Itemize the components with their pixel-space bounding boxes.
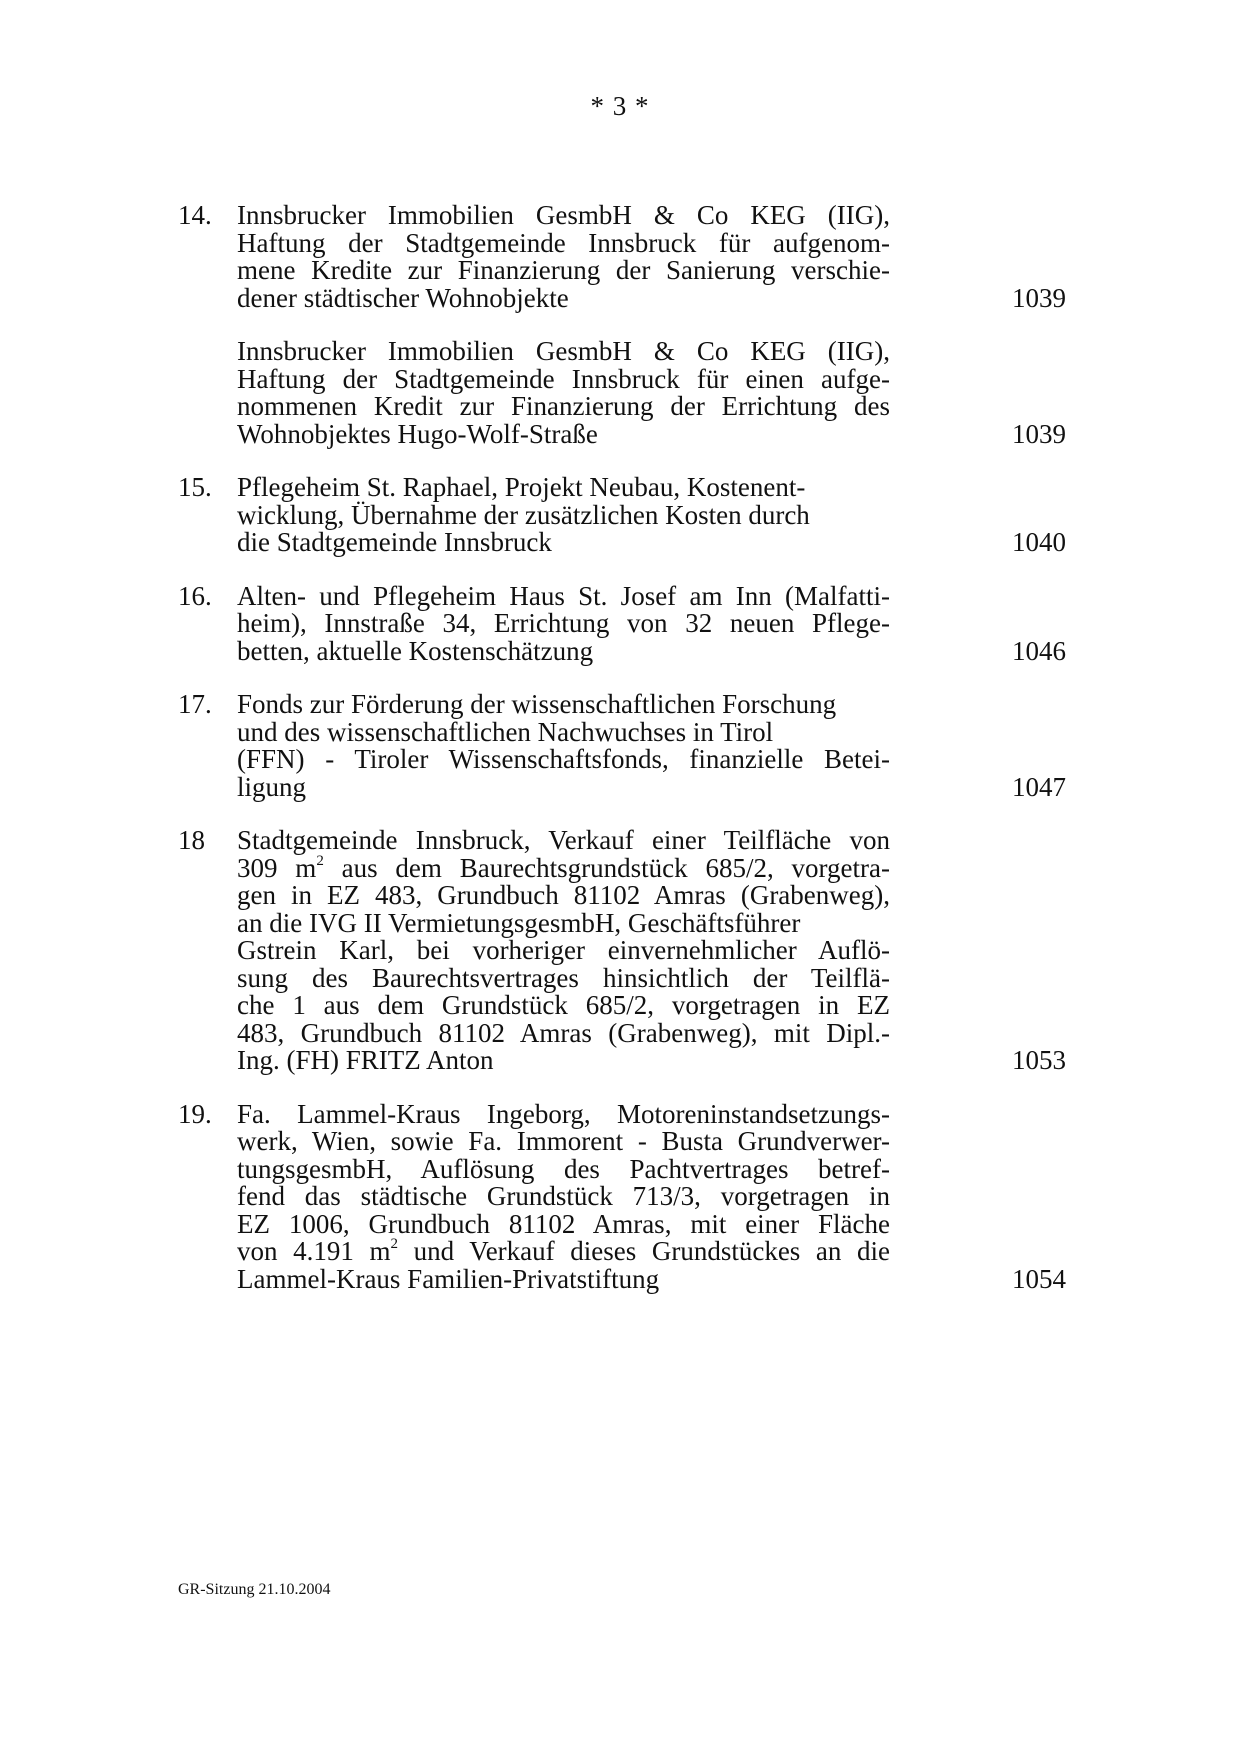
item-line: wicklung, Übernahme der zusätzlichen Kosten durch — [237, 499, 810, 530]
page-reference: 1054 — [1012, 1263, 1066, 1294]
agenda-item-14-continued — [0, 338, 1240, 448]
item-line: an die IVG II VermietungsgesmbH, Geschäftsführer — [237, 907, 801, 938]
agenda-item-15 — [0, 474, 1240, 557]
page-reference: 1053 — [1012, 1045, 1066, 1075]
item-text — [237, 202, 890, 312]
item-line: Haftung der Stadtgemeinde Innsbruck für aufgenom- — [237, 227, 890, 258]
item-line: die Stadtgemeinde Innsbruck — [237, 527, 552, 557]
item-line: gen in EZ 483, Grundbuch 81102 Amras (Grabenweg), — [237, 880, 890, 910]
line-rest: und Verkauf dieses Grundstückes an die — [397, 1236, 890, 1266]
page-reference: 1046 — [1012, 635, 1066, 666]
item-line — [237, 1238, 890, 1266]
page-marker: * 3 * — [590, 91, 650, 121]
item-number: 19. — [178, 1098, 212, 1129]
item-line: fend das städtische Grundstück 713/3, vorgetragen in — [237, 1181, 890, 1211]
item-line: und des wissenschaftlichen Nachwuchses in Tirol — [237, 716, 774, 747]
agenda-item-17 — [0, 691, 1240, 801]
item-line: Innsbrucker Immobilien GesmbH & Co KEG (IIG), — [237, 336, 890, 366]
agenda-item-14 — [0, 202, 1240, 312]
item-line: betten, aktuelle Kostenschätzung — [237, 635, 594, 666]
agenda-item-19 — [0, 1098, 1240, 1294]
item-text — [237, 827, 890, 1075]
item-text — [237, 474, 890, 557]
page-reference: 1040 — [1012, 527, 1066, 557]
item-line: werk, Wien, sowie Fa. Immorent - Busta Grundverwer- — [237, 1126, 890, 1156]
area-value: von 4.191 m — [237, 1236, 391, 1266]
item-number: 15. — [178, 472, 212, 502]
page-reference: 1039 — [1012, 418, 1066, 449]
agenda-item-16 — [0, 580, 1240, 666]
item-line: 483, Grundbuch 81102 Amras (Grabenweg), mit Dipl.- — [237, 1017, 890, 1048]
item-text — [237, 580, 890, 666]
item-text — [237, 1098, 890, 1294]
line-rest: aus dem Baurechtsgrundstück 685/2, vorgetra- — [323, 852, 890, 883]
item-line: che 1 aus dem Grundstück 685/2, vorgetragen in EZ — [237, 990, 890, 1020]
item-line: Alten- und Pflegeheim Haus St. Josef am Inn (Malfatti- — [237, 580, 890, 611]
agenda-list — [0, 202, 1240, 1319]
item-line: mene Kredite zur Finanzierung der Sanierung verschie- — [237, 255, 890, 285]
page-reference: 1047 — [1012, 771, 1066, 802]
item-line: Pflegeheim St. Raphael, Projekt Neubau, Kostenent- — [237, 472, 806, 502]
item-line: (FFN) - Tiroler Wissenschaftsfonds, finanzielle Betei- — [237, 744, 890, 774]
item-line: Ing. (FH) FRITZ Anton — [237, 1045, 494, 1075]
item-number: 16. — [178, 580, 212, 611]
superscript: 2 — [316, 852, 324, 869]
item-line: Fa. Lammel-Kraus Ingeborg, Motoreninstandsetzungs- — [237, 1098, 890, 1129]
item-line: heim), Innstraße 34, Errichtung von 32 neuen Pflege- — [237, 608, 890, 638]
item-number: 14. — [178, 200, 212, 230]
item-number: 18 — [178, 825, 205, 855]
page-reference: 1039 — [1012, 282, 1066, 313]
item-line: ligung — [237, 771, 307, 802]
item-line: Innsbrucker Immobilien GesmbH & Co KEG (IIG), — [237, 200, 890, 230]
item-line — [237, 852, 890, 883]
item-line: Gstrein Karl, bei vorheriger einvernehmlicher Auflö- — [237, 935, 890, 965]
item-line: nommenen Kredit zur Finanzierung der Errichtung des — [237, 391, 890, 421]
item-text — [237, 338, 890, 448]
item-line: sung des Baurechtsvertrages hinsichtlich der Teilflä- — [237, 962, 890, 993]
footer-session-date: GR-Sitzung 21.10.2004 — [178, 1581, 331, 1598]
item-line: Fonds zur Förderung der wissenschaftlichen Forschung — [237, 689, 837, 719]
item-line: Stadtgemeinde Innsbruck, Verkauf einer Teilfläche von — [237, 825, 890, 855]
agenda-item-18 — [0, 827, 1240, 1075]
item-line: Wohnobjektes Hugo-Wolf-Straße — [237, 418, 598, 449]
area-value: 309 m — [237, 852, 317, 883]
item-line: dener städtischer Wohnobjekte — [237, 282, 569, 313]
item-line: tungsgesmbH, Auflösung des Pachtvertrages betref- — [237, 1153, 890, 1184]
item-text — [237, 691, 890, 801]
superscript: 2 — [390, 1236, 398, 1252]
item-line: Lammel-Kraus Familien-Privatstiftung — [237, 1263, 660, 1294]
item-line: EZ 1006, Grundbuch 81102 Amras, mit einer Fläche — [237, 1208, 890, 1239]
item-line: Haftung der Stadtgemeinde Innsbruck für einen aufge- — [237, 363, 890, 394]
item-number: 17. — [178, 689, 212, 719]
